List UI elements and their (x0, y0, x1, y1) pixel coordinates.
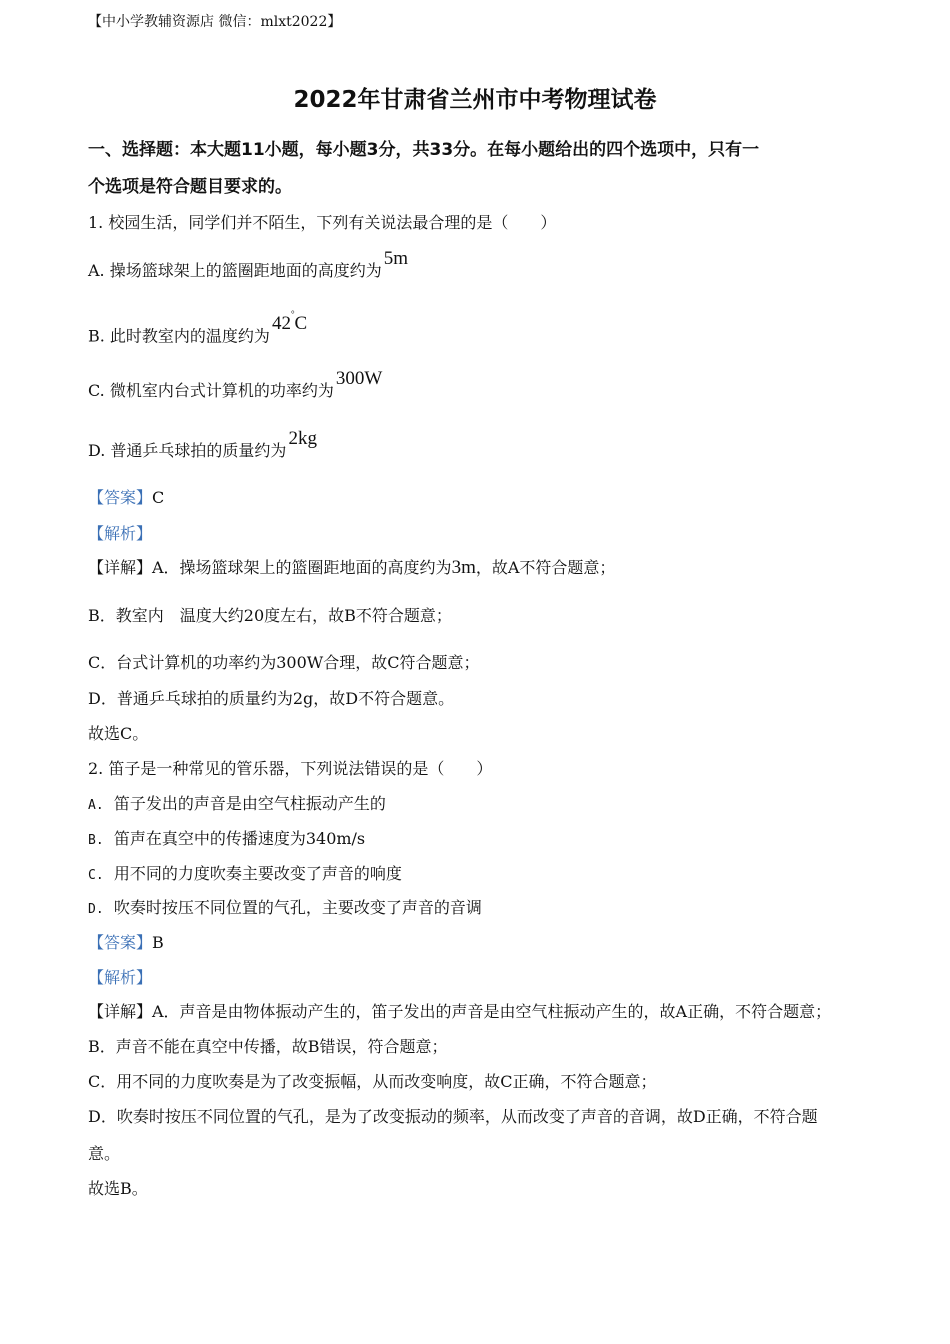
q2-option-b-letter: B. (88, 833, 104, 848)
q2-option-d-letter: D. (88, 902, 104, 917)
q1-option-c-value: 300W (335, 368, 383, 389)
q1-option-b-value (271, 309, 308, 335)
q2-option-b-text: 笛声在真空中的传播速度为340m/s (113, 829, 366, 848)
q2-detail-d: D．吹奏时按压不同位置的气孔，是为了改变振动的频率，从而改变了声音的音调，故D正确，不符合题 (88, 1107, 818, 1126)
q1-option-a-text: A. 操场篮球架上的篮圈距地面的高度约为 (88, 261, 382, 280)
q2-option-d-text: 吹奏时按压不同位置的气孔，主要改变了声音的音调 (113, 898, 482, 917)
q1-option-c-text: C. 微机室内台式计算机的功率约为 (88, 381, 334, 400)
q2-option-c-text: 用不同的力度吹奏主要改变了声音的响度 (113, 864, 402, 883)
q2-option-b (88, 828, 365, 852)
q2-detail-c: C．用不同的力度吹奏是为了改变振幅，从而改变响度，故C正确，不符合题意； (88, 1072, 657, 1091)
q1-analysis-tag: 【解析】 (88, 524, 153, 543)
q1-stem: 1. 校园生活，同学们并不陌生，下列有关说法最合理的是（ ） (88, 213, 557, 232)
q2-option-c (88, 863, 402, 887)
q2-conclusion: 故选B。 (88, 1179, 148, 1198)
header-watermark: 【中小学教辅资源店 微信：mlxt2022】 (88, 14, 342, 30)
q1-option-d-text: D. 普通乒乓球拍的质量约为 (88, 441, 287, 460)
q1-option-d-value: 2kg (288, 428, 317, 449)
q1-option-a (88, 248, 409, 282)
degree-sign: ° (290, 309, 295, 319)
section-heading-line2: 个选项是符合题目要求的。 (88, 177, 292, 197)
page-title: 2022年甘肃省兰州市中考物理试卷 (293, 87, 657, 113)
q2-option-a-letter: A. (88, 798, 104, 813)
q1-option-b-text: B. 此时教室内的温度约为 (88, 326, 270, 346)
q1-detail-b: B．教室内 温度大约20度左右，故B不符合题意； (88, 606, 452, 625)
q1-answer-value: C (152, 488, 165, 507)
q2-option-a-text: 笛子发出的声音是由空气柱振动产生的 (113, 794, 386, 813)
q1-conclusion: 故选C。 (88, 724, 149, 743)
q1-detail-a-value: 3m (451, 557, 476, 578)
q1-option-a-value: 5m (383, 248, 409, 269)
answer-tag: 【答案】 (88, 488, 153, 507)
q2-option-c-letter: C. (88, 868, 104, 883)
q2-detail-b: B．声音不能在真空中传播，故B错误，符合题意； (88, 1037, 448, 1056)
q1-detail-a (88, 557, 615, 579)
q2-analysis-tag: 【解析】 (88, 968, 153, 987)
q2-answer-value: B (152, 933, 164, 952)
q1-option-d (88, 428, 317, 462)
q2-answer (88, 932, 164, 954)
q1-detail-c: C．台式计算机的功率约为300W合理，故C符合题意； (88, 653, 480, 672)
q2-option-d (88, 897, 482, 921)
q1-option-b-value-unit: C (294, 313, 308, 335)
q1-detail-a-pre: 【详解】A．操场篮球架上的篮圈距地面的高度约为 (88, 558, 452, 577)
q2-detail-a: 【详解】A．声音是由物体振动产生的，笛子发出的声音是由空气柱振动产生的，故A正确，不符合题意； (88, 1002, 832, 1021)
q1-option-c (88, 368, 383, 402)
q1-detail-d: D．普通乒乓球拍的质量约为2g，故D不符合题意。 (88, 689, 455, 708)
q2-detail-d-continued: 意。 (88, 1144, 121, 1163)
q1-detail-a-post: ，故A不符合题意； (475, 558, 616, 577)
answer-tag: 【答案】 (88, 933, 153, 952)
q2-stem: 2. 笛子是一种常见的管乐器，下列说法错误的是（ ） (88, 759, 493, 778)
section-heading-line1: 一、选择题：本大题11小题，每小题3分，共33分。在每小题给出的四个选项中，只有一 (88, 140, 760, 160)
q1-option-b-value-number: 42 (271, 313, 291, 335)
q2-option-a (88, 793, 386, 817)
q1-option-b (88, 309, 308, 347)
q1-answer (88, 487, 164, 509)
